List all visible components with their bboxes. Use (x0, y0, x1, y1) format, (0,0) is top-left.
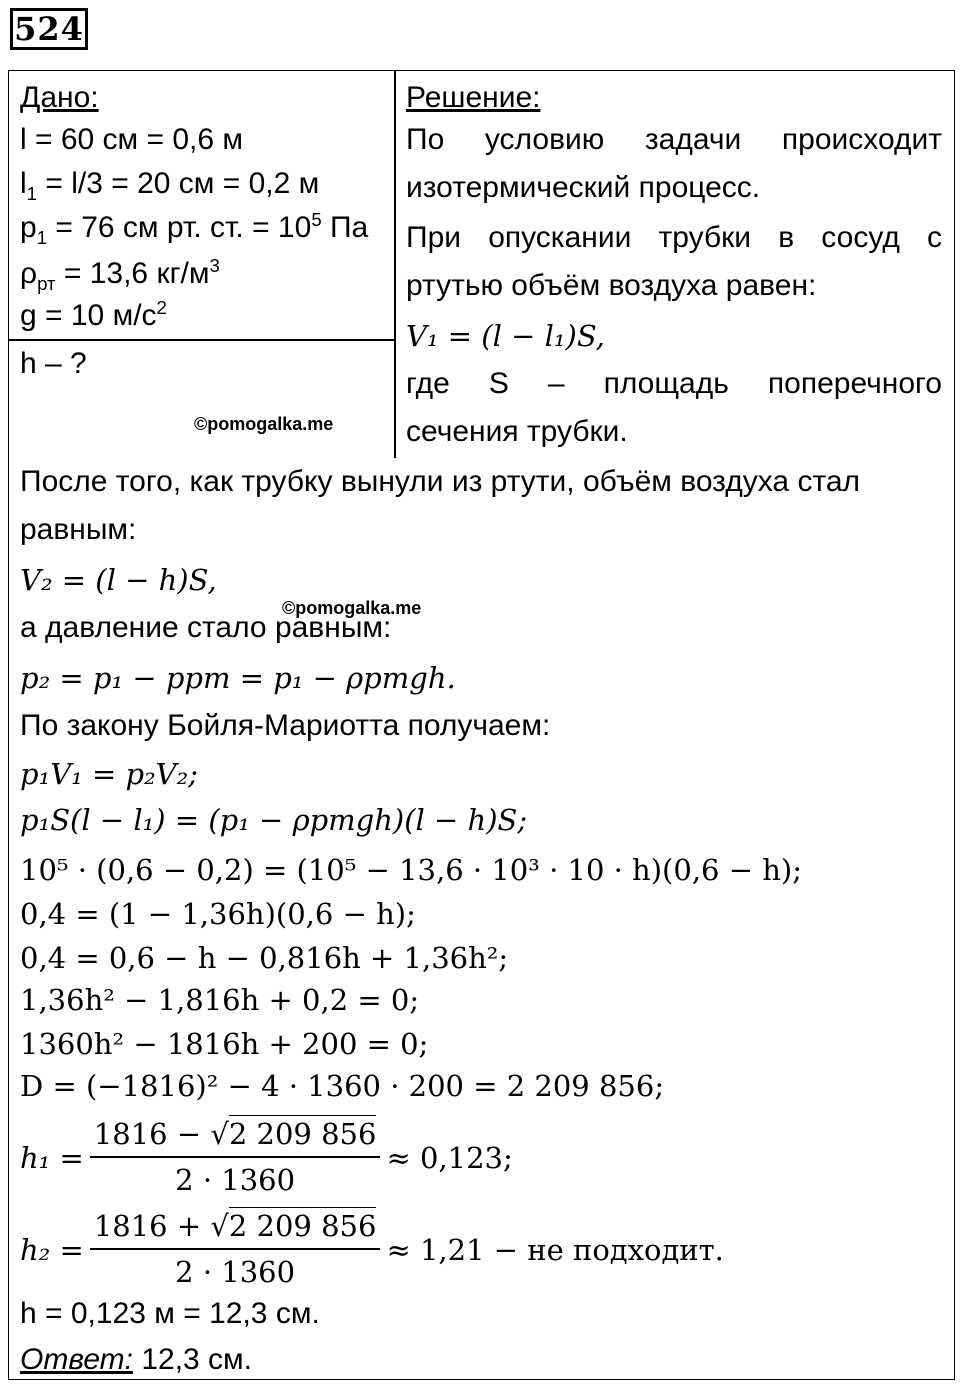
solution-paragraph-1-line-1: По условию задачи происходит (406, 123, 942, 156)
root-h2-denominator: 2 · 1360 (175, 1255, 296, 1289)
given-find: h – ? (20, 347, 87, 380)
answer-line (20, 1342, 252, 1378)
root-h1-fraction (90, 1114, 381, 1202)
solution-paragraph-4-line-1: После того, как трубку вынули из ртути, объём воздуха стал (20, 465, 861, 498)
problem-number: 524 (10, 8, 88, 50)
equation-4: 0,4 = (1 − 1,36h)(0,6 − h); (20, 897, 416, 931)
equation-3: 10⁵ · (0,6 − 0,2) = (10⁵ − 13,6 · 10³ · 10 · h)(0,6 − h); (20, 853, 802, 887)
solution-heading: Решение: (406, 81, 541, 114)
root-h2 (20, 1206, 724, 1294)
solution-paragraph-2-line-1: При опускании трубки в сосуд с (406, 221, 942, 254)
equation-2: p₁S(l − l₁) = (p₁ − ρртgh)(l − h)S; (20, 803, 528, 837)
answer-value: 12,3 см. (133, 1343, 253, 1376)
formula-v1: V₁ = (l − l₁)S, (406, 319, 605, 353)
watermark-middle: ©pomogalka.me (282, 598, 422, 618)
solution-paragraph-3-line-1: где S – площадь поперечного (406, 367, 942, 400)
given-divider-horizontal (8, 339, 395, 341)
given-p1: $p_1 = 76$ см рт. ст. = $10^5$ Па (20, 209, 369, 248)
given-l1: $l_1 = l/3 = 20$ см = 0,2 м (20, 167, 320, 204)
watermark-top: ©pomogalka.me (194, 414, 334, 434)
solution-paragraph-1-line-2: изотермический процесс. (406, 171, 761, 204)
root-h1-numerator: 1816 − √2 209 856 (90, 1114, 381, 1158)
root-h2-value: ≈ 1,21 − не подходит. (386, 1233, 724, 1267)
given-divider-vertical (394, 70, 396, 458)
root-h1-denominator: 2 · 1360 (175, 1163, 296, 1197)
given-heading: Дано: (20, 81, 99, 114)
solution-paragraph-5: а давление стало равным: (20, 611, 392, 644)
root-h2-fraction (90, 1206, 381, 1294)
given-g: g = 10 $м/с^2$ (20, 297, 167, 332)
equation-7: 1360h² − 1816h + 200 = 0; (20, 1027, 429, 1061)
root-h2-numerator: 1816 + √2 209 856 (90, 1206, 381, 1250)
equation-1: p₁V₁ = p₂V₂; (20, 757, 199, 791)
solution-paragraph-3-line-2: сечения трубки. (406, 415, 628, 448)
equation-6: 1,36h² − 1,816h + 0,2 = 0; (20, 983, 420, 1017)
root-h2-lhs: h₂ = (20, 1233, 84, 1267)
equation-5: 0,4 = 0,6 − h − 0,816h + 1,36h²; (20, 941, 509, 975)
root-h1 (20, 1114, 513, 1202)
answer-label: Ответ: (20, 1343, 133, 1376)
solution-paragraph-2-line-2: ртутью объём воздуха равен: (406, 269, 817, 302)
equation-8: D = (−1816)² − 4 · 1360 · 200 = 2 209 856; (20, 1069, 665, 1103)
solution-paragraph-6: По закону Бойля-Мариотта получаем: (20, 709, 551, 742)
formula-p2: p₂ = p₁ − pрт = p₁ − ρртgh. (20, 661, 456, 695)
root-h1-lhs: h₁ = (20, 1141, 84, 1175)
given-rho: $\rho_{рт} = 13,6$ $кг/м^3$ (20, 255, 220, 294)
root-h1-value: ≈ 0,123; (386, 1141, 513, 1175)
result-line: h = 0,123 м = 12,3 см. (20, 1297, 320, 1330)
formula-v2: V₂ = (l − h)S, (20, 563, 217, 597)
given-l: l = 60 см = 0,6 м (20, 123, 244, 156)
solution-paragraph-4-line-2: равным: (20, 513, 137, 546)
